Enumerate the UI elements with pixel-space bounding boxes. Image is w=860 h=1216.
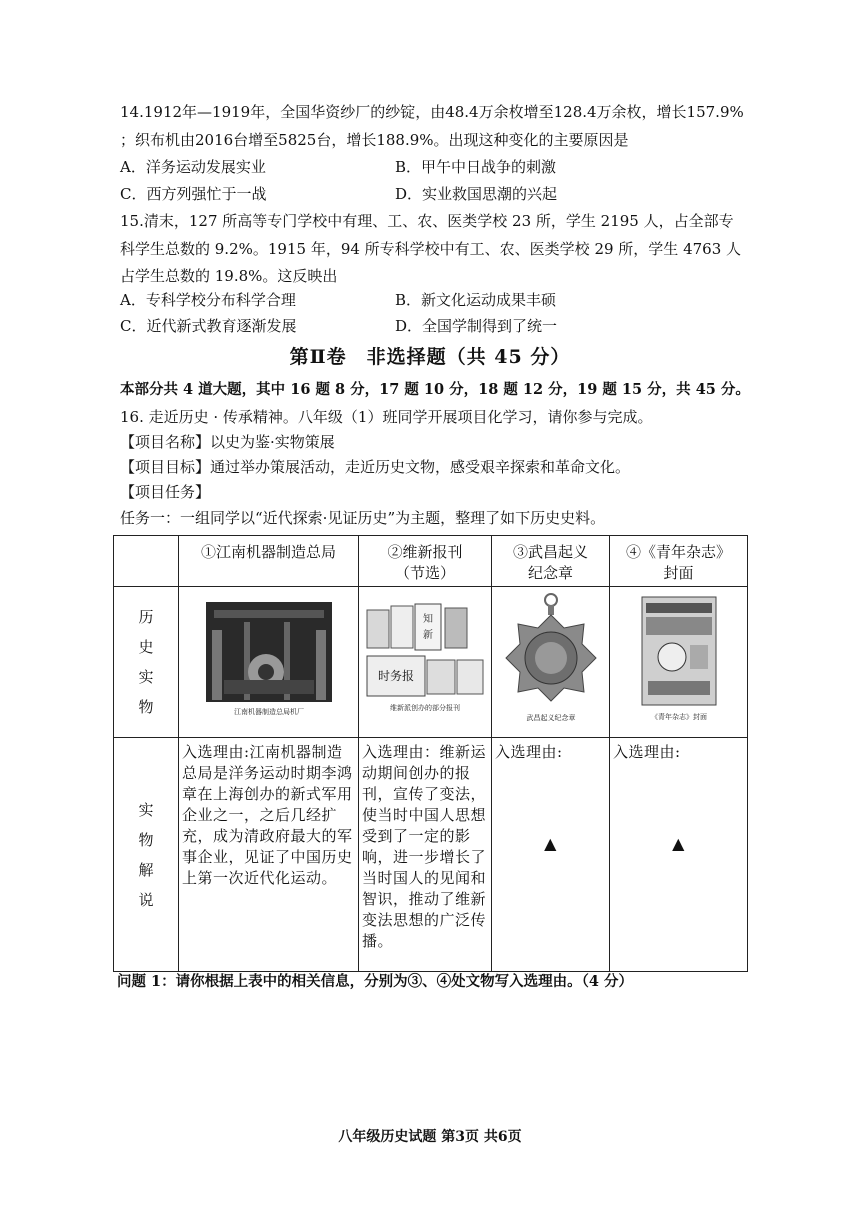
q14-option-b: B．甲午中日战争的刺激 [395,158,557,176]
header-item-3-sub: 纪念章 [527,564,573,582]
q14-stem-line2: ；织布机由2016台增至5825台，增长188.9%。出现这种变化的主要原因是 [120,131,629,149]
q15-stem-line2: 科学生总数的 9.2%。1915 年，94 所专科学校中有工、农、医类学校 29 所，学生 4763 人 [120,240,742,258]
medal-caption: 武昌起义纪念章 [526,714,575,722]
header-item-4-sub: 封面 [663,564,694,582]
svg-text:知: 知 [423,614,433,625]
arsenal-photo [204,600,334,720]
header-item-2: ②维新报刊 [387,543,463,561]
q15-option-c: C．近代新式教育逐渐发展 [120,317,297,335]
section-title: 第Ⅱ卷 非选择题（共 45 分） [289,346,571,368]
row-label-explanation [114,738,179,972]
reason-label-magazine: 入选理由: [613,743,681,761]
project-goal: 【项目目标】通过举办策展活动，走近历史文物，感受艰辛探索和革命文化。 [120,458,631,476]
arsenal-caption: 江南机器制造总局机厂 [233,708,304,716]
explanation-row [114,738,748,972]
answer-blank-triangle: ▲ [544,834,557,853]
reason-label-medal: 入选理由: [495,743,563,761]
row-label-char: 史 [138,638,154,656]
header-item-3: ③武昌起义 [512,543,588,561]
project-task: 【项目任务】 [120,483,211,501]
reason-cell-newspapers: 入选理由：维新运动期间创办的报刊，宣传了变法，使当时中国人思想受到了一定的影响，进一步增长了当时国人的见闻和智识，推动了维新变法思想的广泛传播。 [359,738,492,972]
reason-cell-medal[interactable] [492,738,610,972]
section-note: 本部分共 4 道大题，其中 16 题 8 分，17 题 10 分，18 题 12 分，19 题 15 分，共 45 分。 [120,381,750,398]
q14-option-a: A．洋务运动发展实业 [120,158,266,176]
project-name: 【项目名称】以史为鉴·实物策展 [120,433,335,451]
q14-option-d: D．实业救国思潮的兴起 [395,185,558,203]
header-cell [179,536,359,587]
newspapers-caption: 维新派创办的部分报刊 [390,704,460,712]
row-label-char: 解 [138,860,154,879]
image-cell-medal [492,587,610,738]
row-label-artifacts [114,587,179,738]
q16-stem: 16. 走近历史 · 传承精神。八年级（1）班同学开展项目化学习，请你参与完成。 [120,408,653,426]
table-header-row [114,536,748,587]
header-item-2-sub: （节选） [394,564,455,582]
row-label-char: 物 [138,698,154,716]
image-cell-newspapers [359,587,492,738]
magazine-cover-photo [634,595,724,725]
artifact-table [113,535,748,972]
medal-photo [496,590,606,730]
question-one: 问题 1：请你根据上表中的相关信息，分别为③、④处文物写入选理由。（4 分） [117,973,634,990]
q14-stem-line1: 14.1912年—1919年，全国华资纱厂的纱锭，由48.4万余枚增至128.4万余枚，增长157.9% [120,103,744,121]
header-item-1: ①江南机器制造总局 [200,543,336,561]
q15-option-a: A．专科学校分布科学合理 [120,291,296,309]
svg-text:新: 新 [423,630,433,641]
header-cell [492,536,610,587]
q15-option-b: B．新文化运动成果丰硕 [395,291,557,309]
magazine-caption: 《青年杂志》封面 [650,713,707,721]
header-item-4: ④《青年杂志》 [625,543,731,561]
task-one: 任务一：一组同学以“近代探索·见证历史”为主题，整理了如下历史史料。 [120,509,606,527]
q15-stem-line3: 占学生总数的 19.8%。这反映出 [120,267,338,285]
row-label-char: 历 [138,608,154,626]
image-cell-magazine [610,587,748,738]
q15-stem-line1: 15.清末，127 所高等专门学校中有理、工、农、医类学校 23 所，学生 2195 人，占全部专 [120,212,734,230]
newspapers-photo [363,600,487,720]
row-label-char: 实 [138,668,154,686]
reason-cell-arsenal: 入选理由:江南机器制造总局是洋务运动时期李鸿章在上海创办的新式军用企业之一，之后几经扩充，成为清政府最大的军事企业，见证了中国历史上第一次近代化运动。 [179,738,359,972]
artifact-image-row [114,587,748,738]
answer-blank-triangle: ▲ [672,834,685,853]
header-empty-cell [114,536,179,587]
svg-text:时务报: 时务报 [377,669,415,683]
header-cell [610,536,748,587]
header-cell [359,536,492,587]
q15-option-d: D．全国学制得到了统一 [395,317,558,335]
row-label-char: 实 [138,800,154,819]
q14-option-c: C．西方列强忙于一战 [120,185,267,203]
row-label-char: 说 [138,890,154,909]
reason-cell-magazine[interactable] [610,738,748,972]
row-label-char: 物 [138,830,154,849]
image-cell-arsenal [179,587,359,738]
page-footer: 八年级历史试题 第3页 共6页 [338,1129,522,1145]
